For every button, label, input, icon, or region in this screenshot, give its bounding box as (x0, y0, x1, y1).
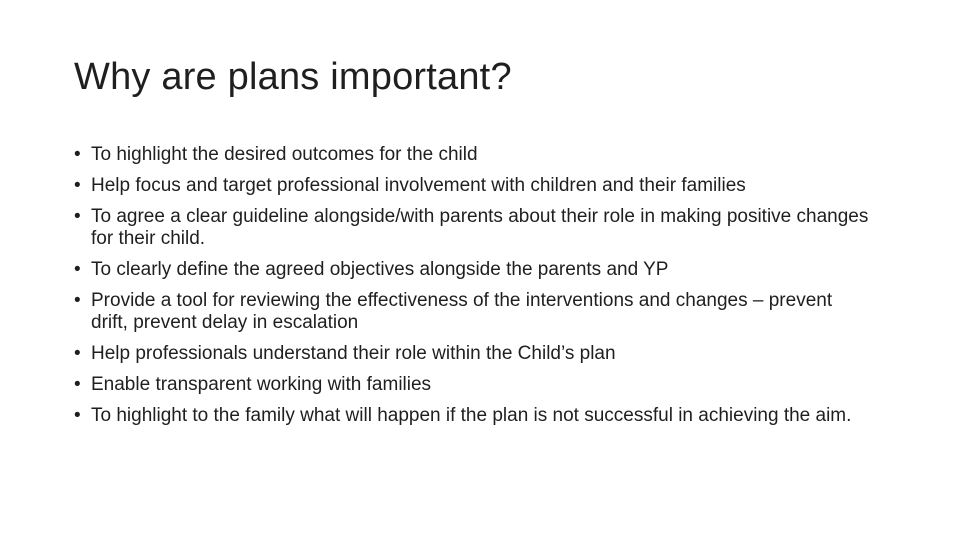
bullet-text: Provide a tool for reviewing the effectiveness of the interventions and changes – prevent drift, prevent delay in escalation (91, 290, 833, 333)
bullet-dot-icon: • (74, 206, 81, 227)
bullet-item (74, 175, 874, 197)
bullet-dot-icon: • (74, 374, 81, 395)
bullet-item (74, 290, 874, 334)
bullet-text: Help focus and target professional involvement with children and their families (91, 175, 746, 196)
bullet-item (74, 144, 874, 166)
bullet-item (74, 405, 874, 427)
bullet-item (74, 374, 874, 396)
bullet-dot-icon: • (74, 343, 81, 364)
bullet-item (74, 206, 874, 250)
bullet-text: To highlight the desired outcomes for the child (91, 144, 478, 165)
bullet-item (74, 259, 874, 281)
bullet-text: To agree a clear guideline alongside/with parents about their role in making positive changes for their child. (91, 206, 869, 249)
bullet-dot-icon: • (74, 175, 81, 196)
bullet-dot-icon: • (74, 290, 81, 311)
bullet-text: Help professionals understand their role within the Child’s plan (91, 343, 616, 364)
bullet-dot-icon: • (74, 259, 81, 280)
bullet-item (74, 343, 874, 365)
bullet-text: To highlight to the family what will happen if the plan is not successful in achieving the aim. (91, 405, 852, 426)
bullet-dot-icon: • (74, 405, 81, 426)
slide-title: Why are plans important? (74, 56, 512, 98)
bullet-dot-icon: • (74, 144, 81, 165)
bullet-list (74, 144, 874, 436)
bullet-text: To clearly define the agreed objectives alongside the parents and YP (91, 259, 669, 280)
bullet-text: Enable transparent working with families (91, 374, 432, 395)
